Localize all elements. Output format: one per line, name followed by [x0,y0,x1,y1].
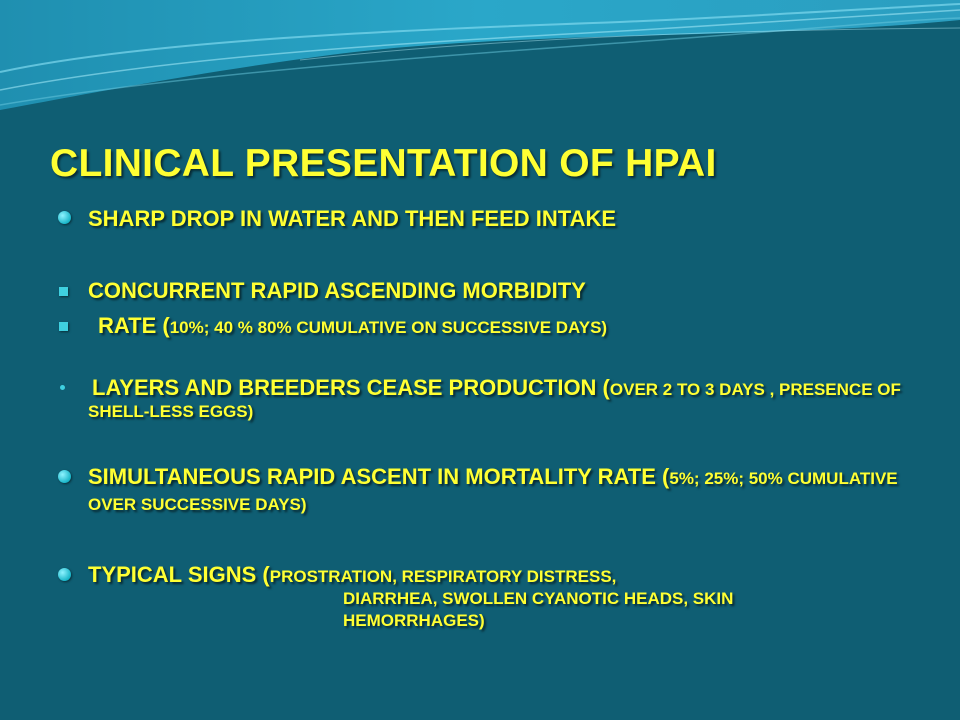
bullet-item [98,313,928,339]
bullet-detail: OVER 2 TO 3 DAYS , PRESENCE OF SHELL-LESS EGGS) [88,380,901,421]
slide-title: CLINICAL PRESENTATION OF HPAI [50,142,717,185]
dot-icon [60,385,65,390]
bullet-item [88,562,918,632]
bullet-detail: PROSTRATION, RESPIRATORY DISTRESS, [269,567,617,586]
disc-icon [58,211,71,224]
bullet-detail: 10%; 40 % 80% CUMULATIVE ON SUCCESSIVE DAYS) [169,318,608,337]
square-icon [59,322,68,331]
bullet-item [88,375,918,423]
bullet-text: SIMULTANEOUS RAPID ASCENT IN MORTALITY RATE ( [88,464,670,489]
bullet-text: LAYERS AND BREEDERS CEASE PRODUCTION ( [92,375,610,400]
disc-icon [58,568,71,581]
bullet-detail: 5%; 25%; 50% CUMULATIVE OVER SUCCESSIVE DAYS) [88,469,898,514]
bullet-text: TYPICAL SIGNS ( [88,562,270,587]
disc-icon [58,470,71,483]
bullet-text: SHARP DROP IN WATER AND THEN FEED INTAKE [88,206,617,231]
bullet-text: RATE ( [98,313,170,338]
bullet-detail: DIARRHEA, SWOLLEN CYANOTIC HEADS, SKIN [343,589,734,608]
bullet-detail: HEMORRHAGES) [343,611,485,630]
square-icon [59,287,68,296]
bullet-item [88,206,918,232]
bullet-text: CONCURRENT RAPID ASCENDING MORBIDITY [88,278,586,303]
bullet-item [88,278,918,304]
bullet-item [88,464,918,516]
